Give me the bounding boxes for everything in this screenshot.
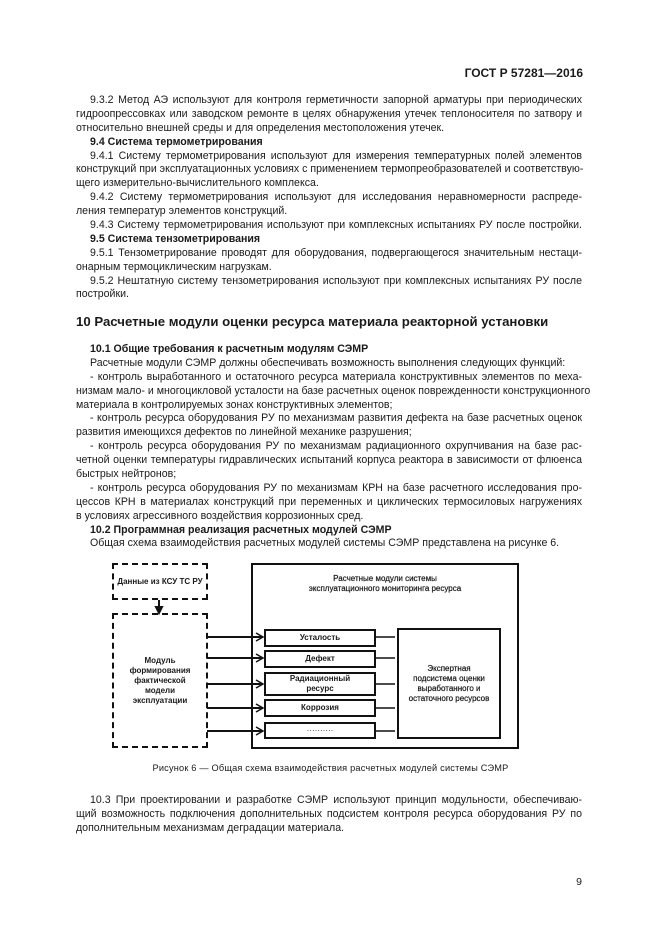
section-heading: 10 Расчетные модули оценки ресурса материала реакторной установки [76,314,549,329]
subsection-heading: 9.4 Система термометрирования [90,135,263,148]
text-line: 9.5.2 Нештатную систему тензометрирования используют при комплексных испытаниях РУ после [90,274,582,287]
expert-subsystem-box: Экспертная подсистема оценки выработанного и остаточного ресурсов [397,628,501,739]
module-other: ·········· [264,722,376,739]
text-line: Расчетные модули СЭМР должны обеспечивать возможность выполнения следующих функций: [90,356,566,369]
paragraph-10-3 [76,794,582,836]
module-radiation: Радиационный ресурс [264,672,376,696]
text-line: - контроль ресурса оборудования РУ по механизмам КРН на базе расчетного исследования про- [90,481,582,494]
text-line: низмам мало- и многоцикловой усталости на базе расчетных оценок поврежденности конструкционного [76,384,591,397]
text-line: постройки. [76,288,129,301]
data-source-box: Данные из КСУ ТС РУ [112,563,208,600]
text-line: 9.5.1 Тензометрирование проводят для оборудования, подвергающегося значительным нестаци- [90,246,582,259]
text-line: гидроопрессовках или заводском ремонте в целях обнаружения утечек теплоносителя по затвору и [76,107,582,120]
model-formation-box: Модуль формирования фактической модели эксплуатации [112,613,208,748]
figure-caption: Рисунок 6 — Общая схема взаимодействия расчетных модулей системы СЭМР [152,763,509,773]
text-line: онарным термоциклическим нагрузкам. [76,260,272,273]
subsection-heading: 9.5 Система тензометрирования [90,232,261,245]
module-defect: Дефект [264,650,376,668]
text-line: Общая схема взаимодействия расчетных модулей системы СЭМР представлена на рисунке 6. [90,537,560,550]
text-line: 9.4.3 Систему термометрирования используют при комплексных испытаниях РУ после постройки. [90,219,582,232]
text-line: ления температур элементов конструкций. [76,205,288,218]
text-line: в условиях агрессивного воздействия коррозионных сред. [76,509,364,522]
subsection-heading: 10.1 Общие требования к расчетным модулям СЭМР [90,343,369,355]
text-line: - контроль ресурса оборудования РУ по механизмам развития дефекта на базе расчетных оценок [90,412,582,425]
text-line: конструкций при эксплуатационных условиях с применением термопреобразователей и соответствую- [76,163,584,176]
text-line: 9.4.1 Систему термометрирования используют для измерения температурных полей элементов [90,149,582,162]
text-line: - контроль ресурса оборудования РУ по механизмам радиационного охрупчивания на базе рас- [90,440,582,453]
text-line: цессов КРН в материалах конструкций при переменных и циклических термосиловых нагружениях [76,495,582,508]
page-number: 9 [576,876,582,888]
module-fatigue: Усталость [264,629,376,647]
text-line: 10.3 При проектировании и разработке СЭМР используют принцип модульности, обеспечиваю- [90,794,582,806]
text-line: быстрых нейтронов; [76,468,177,481]
text-line: развития имеющихся дефектов по линейной механике разрушения; [76,426,412,439]
text-line: материала в контролируемых зонах конструктивных элементов; [76,398,393,411]
text-line: четной оценки температуры гидравлических испытаний корпуса реактора в зависимости от флюенса [76,454,582,467]
text-line: 9.4.2 Систему термометрирования используют для исследования неравномерности распреде- [90,191,582,204]
text-line: относительно внешней среды и для определения местоположения утечек. [76,121,445,134]
text-line: 9.3.2 Метод АЭ используют для контроля герметичности запорной арматуры при периодических [90,94,582,106]
text-line: щий возможность подключения дополнительных подсистем контроля ресурса оборудования РУ по [76,807,582,820]
text-line: щего измерительно-вычислительного комплекса. [76,177,319,190]
module-corrosion: Коррозия [264,699,376,717]
container-title: Расчетные модули системы эксплуатационного мониторинга ресурса [308,574,462,593]
document-header: ГОСТ Р 57281—2016 [464,66,583,80]
text-line: - контроль выработанного и остаточного ресурса материала конструктивных элементов по меха- [90,370,582,383]
text-line: дополнительным механизмам деградации материала. [76,821,345,834]
subsection-heading: 10.2 Программная реализация расчетных модулей СЭМР [90,523,392,536]
